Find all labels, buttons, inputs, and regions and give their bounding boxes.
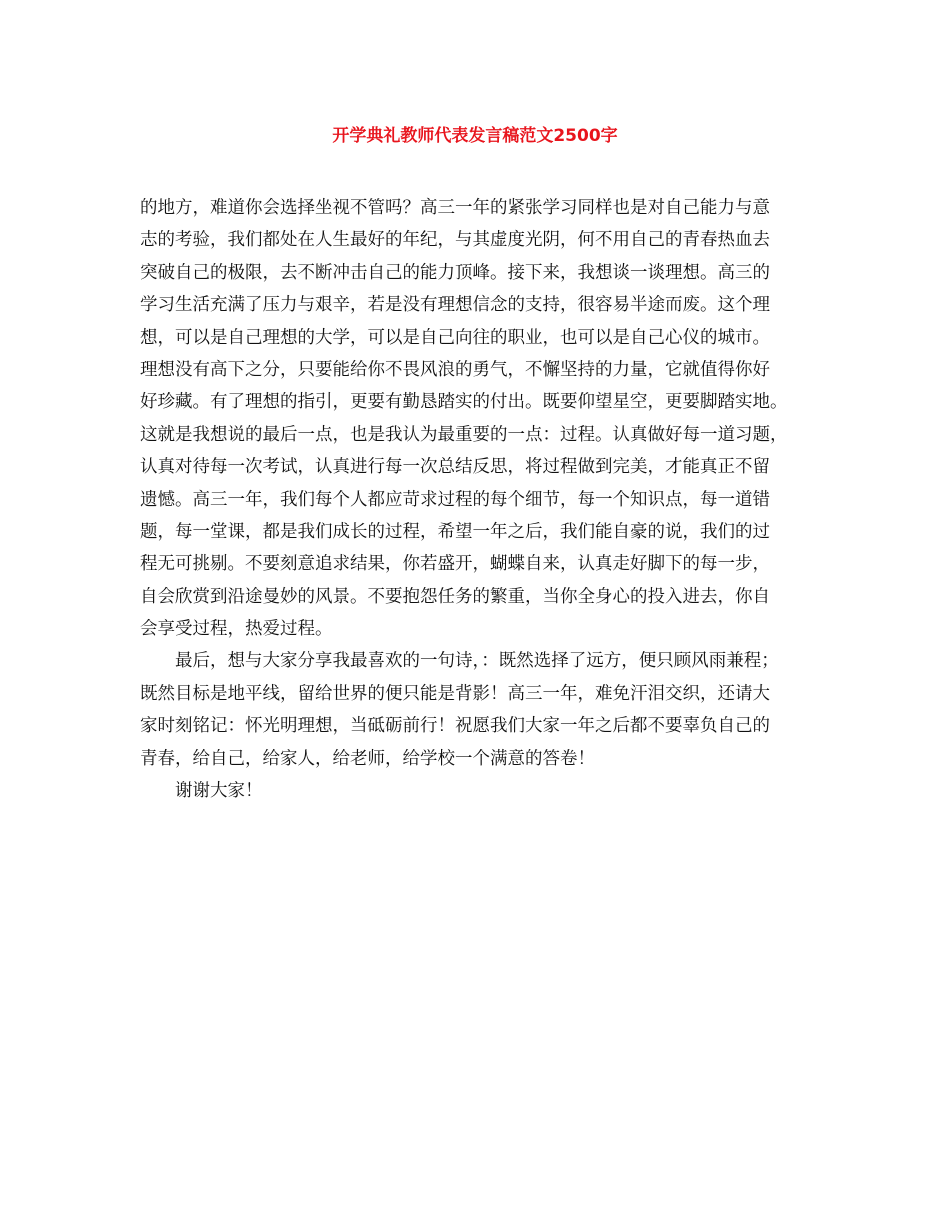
paragraph-first-line: 最后，想与大家分享我最喜欢的一句诗，：既然选择了远方，便只顾风雨兼程； bbox=[175, 651, 779, 672]
body-line: 的地方，难道你会选择坐视不管吗？高三一年的紧张学习同样也是对自己能力与意 bbox=[140, 198, 770, 218]
body-line: 理想没有高下之分，只要能给你不畏风浪的勇气，不懈坚持的力量，它就值得你好 bbox=[140, 359, 770, 380]
body-line: 这就是我想说的最后一点，也是我认为最重要的一点：过程。认真做好每一道习题， bbox=[140, 424, 788, 445]
body-line: 志的考验，我们都处在人生最好的年纪，与其虚度光阴，何不用自己的青春热血去 bbox=[140, 230, 770, 251]
body-line: 自会欣赏到沿途曼妙的风景。不要抱怨任务的繁重，当你全身心的投入进去，你自 bbox=[140, 586, 770, 607]
body-line: 突破自己的极限，去不断冲击自己的能力顶峰。接下来，我想谈一谈理想。高三的 bbox=[140, 262, 770, 283]
body-line: 学习生活充满了压力与艰辛，若是没有理想信念的支持，很容易半途而废。这个理 bbox=[140, 295, 770, 316]
body-line: 遗憾。高三一年，我们每个人都应苛求过程的每个细节，每一个知识点，每一道错 bbox=[140, 489, 770, 510]
body-line: 好珍藏。有了理想的指引，更要有勤恳踏实的付出。既要仰望星空，更要脚踏实地。 bbox=[140, 392, 788, 413]
document-title: 开学典礼教师代表发言稿范文2500字 bbox=[332, 126, 618, 146]
body-line: 想，可以是自己理想的大学，可以是自己向往的职业，也可以是自己心仪的城市。 bbox=[140, 327, 770, 348]
closing-line: 谢谢大家！ bbox=[175, 781, 263, 802]
document-body bbox=[140, 192, 830, 807]
body-line: 既然目标是地平线，留给世界的便只能是背影！高三一年，难免汗泪交织，还请大 bbox=[140, 683, 770, 704]
body-line: 认真对待每一次考试，认真进行每一次总结反思，将过程做到完美，才能真正不留 bbox=[140, 457, 770, 478]
body-line: 会享受过程，热爱过程。 bbox=[140, 619, 333, 640]
body-line: 程无可挑剔。不要刻意追求结果，你若盛开，蝴蝶自来，认真走好脚下的每一步， bbox=[140, 554, 770, 575]
body-line: 题，每一堂课，都是我们成长的过程，希望一年之后，我们能自豪的说，我们的过 bbox=[140, 521, 770, 542]
body-line: 青春，给自己，给家人，给老师，给学校一个满意的答卷！ bbox=[140, 748, 595, 769]
body-line: 家时刻铭记：怀光明理想，当砥砺前行！祝愿我们大家一年之后都不要辜负自己的 bbox=[140, 716, 770, 737]
